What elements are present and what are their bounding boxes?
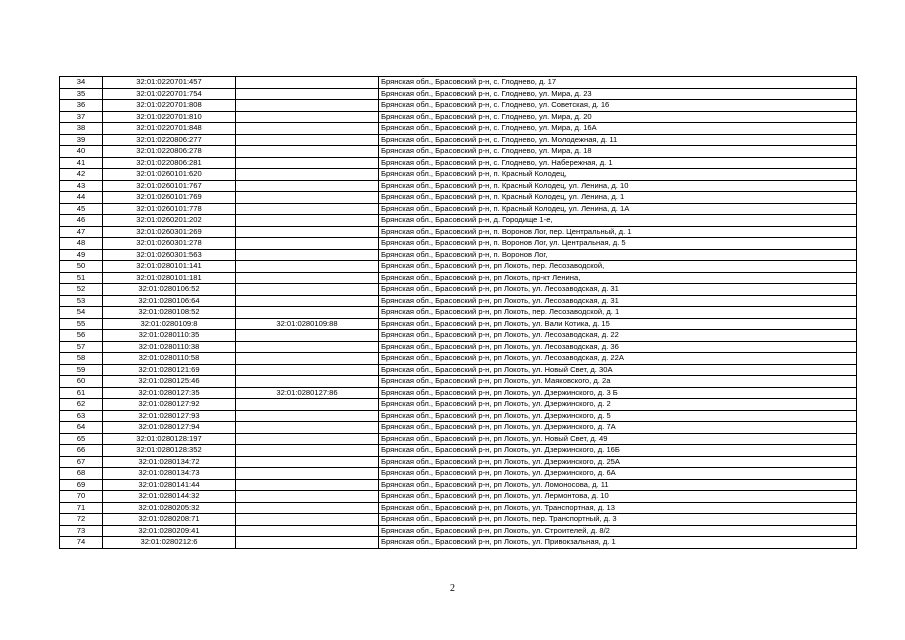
address-cell: Брянская обл., Брасовский р-н, п. Красный Колодец, (379, 169, 857, 181)
table-row (60, 433, 857, 445)
address-cell: Брянская обл., Брасовский р-н, п. Красный Колодец, ул. Ленина, д. 1 (379, 192, 857, 204)
table-row (60, 226, 857, 238)
row-number-cell: 41 (60, 157, 103, 169)
related-cadastral-number-cell (236, 468, 379, 480)
table-row (60, 537, 857, 549)
row-number-cell: 53 (60, 295, 103, 307)
related-cadastral-number-cell (236, 180, 379, 192)
address-cell: Брянская обл., Брасовский р-н, с. Глоднево, ул. Набережная, д. 1 (379, 157, 857, 169)
address-cell: Брянская обл., Брасовский р-н, рп Локоть, ул. Дзержинского, д. 3 Б (379, 387, 857, 399)
cadastral-number-cell: 32:01:0260101:620 (103, 169, 236, 181)
related-cadastral-number-cell (236, 479, 379, 491)
cadastral-number-cell: 32:01:0260301:563 (103, 249, 236, 261)
table-row (60, 157, 857, 169)
row-number-cell: 64 (60, 422, 103, 434)
cadastral-number-cell: 32:01:0280121:69 (103, 364, 236, 376)
address-cell: Брянская обл., Брасовский р-н, рп Локоть, ул. Транспортная, д. 13 (379, 502, 857, 514)
row-number-cell: 49 (60, 249, 103, 261)
related-cadastral-number-cell (236, 445, 379, 457)
row-number-cell: 45 (60, 203, 103, 215)
row-number-cell: 68 (60, 468, 103, 480)
cadastral-number-cell: 32:01:0280106:64 (103, 295, 236, 307)
row-number-cell: 58 (60, 353, 103, 365)
row-number-cell: 47 (60, 226, 103, 238)
table-row (60, 123, 857, 135)
related-cadastral-number-cell (236, 295, 379, 307)
table-row (60, 100, 857, 112)
registry-table (59, 76, 857, 549)
row-number-cell: 74 (60, 537, 103, 549)
table-row (60, 410, 857, 422)
table-row (60, 261, 857, 273)
table-row (60, 445, 857, 457)
related-cadastral-number-cell (236, 514, 379, 526)
cadastral-number-cell: 32:01:0280106:52 (103, 284, 236, 296)
related-cadastral-number-cell (236, 169, 379, 181)
registry-table-body (60, 77, 857, 549)
row-number-cell: 70 (60, 491, 103, 503)
table-row (60, 525, 857, 537)
address-cell: Брянская обл., Брасовский р-н, рп Локоть, ул. Новый Свет, д. 49 (379, 433, 857, 445)
cadastral-number-cell: 32:01:0280101:181 (103, 272, 236, 284)
row-number-cell: 43 (60, 180, 103, 192)
address-cell: Брянская обл., Брасовский р-н, рп Локоть, ул. Лесозаводская, д. 22А (379, 353, 857, 365)
related-cadastral-number-cell (236, 433, 379, 445)
table-row (60, 284, 857, 296)
related-cadastral-number-cell (236, 226, 379, 238)
table-row (60, 77, 857, 89)
cadastral-number-cell: 32:01:0220701:848 (103, 123, 236, 135)
cadastral-number-cell: 32:01:0260101:778 (103, 203, 236, 215)
cadastral-number-cell: 32:01:0280101:141 (103, 261, 236, 273)
row-number-cell: 36 (60, 100, 103, 112)
row-number-cell: 37 (60, 111, 103, 123)
table-row (60, 295, 857, 307)
related-cadastral-number-cell (236, 525, 379, 537)
address-cell: Брянская обл., Брасовский р-н, рп Локоть, ул. Дзержинского, д. 6А (379, 468, 857, 480)
cadastral-number-cell: 32:01:0280127:35 (103, 387, 236, 399)
cadastral-number-cell: 32:01:0260101:767 (103, 180, 236, 192)
related-cadastral-number-cell (236, 376, 379, 388)
cadastral-number-cell: 32:01:0260101:769 (103, 192, 236, 204)
row-number-cell: 71 (60, 502, 103, 514)
row-number-cell: 66 (60, 445, 103, 457)
table-row (60, 364, 857, 376)
cadastral-number-cell: 32:01:0280141:44 (103, 479, 236, 491)
row-number-cell: 69 (60, 479, 103, 491)
related-cadastral-number-cell: 32:01:0280109:88 (236, 318, 379, 330)
related-cadastral-number-cell (236, 261, 379, 273)
row-number-cell: 61 (60, 387, 103, 399)
address-cell: Брянская обл., Брасовский р-н, рп Локоть, пр-кт Ленина, (379, 272, 857, 284)
address-cell: Брянская обл., Брасовский р-н, рп Локоть, ул. Дзержинского, д. 2 (379, 399, 857, 411)
related-cadastral-number-cell (236, 272, 379, 284)
row-number-cell: 38 (60, 123, 103, 135)
row-number-cell: 44 (60, 192, 103, 204)
address-cell: Брянская обл., Брасовский р-н, рп Локоть, ул. Привокзальная, д. 1 (379, 537, 857, 549)
table-row (60, 169, 857, 181)
cadastral-number-cell: 32:01:0260201:202 (103, 215, 236, 227)
related-cadastral-number-cell (236, 307, 379, 319)
cadastral-number-cell: 32:01:0280110:58 (103, 353, 236, 365)
address-cell: Брянская обл., Брасовский р-н, п. Воронов Лог, (379, 249, 857, 261)
address-cell: Брянская обл., Брасовский р-н, п. Красный Колодец, ул. Ленина, д. 1А (379, 203, 857, 215)
address-cell: Брянская обл., Брасовский р-н, с. Глоднево, ул. Молодежная, д. 11 (379, 134, 857, 146)
cadastral-number-cell: 32:01:0280128:197 (103, 433, 236, 445)
related-cadastral-number-cell (236, 399, 379, 411)
table-row (60, 88, 857, 100)
table-row (60, 134, 857, 146)
related-cadastral-number-cell (236, 353, 379, 365)
row-number-cell: 56 (60, 330, 103, 342)
cadastral-number-cell: 32:01:0260301:269 (103, 226, 236, 238)
related-cadastral-number-cell (236, 284, 379, 296)
table-row (60, 341, 857, 353)
related-cadastral-number-cell (236, 203, 379, 215)
address-cell: Брянская обл., Брасовский р-н, рп Локоть, ул. Строителей, д. 8/2 (379, 525, 857, 537)
row-number-cell: 40 (60, 146, 103, 158)
cadastral-number-cell: 32:01:0280134:73 (103, 468, 236, 480)
table-row (60, 180, 857, 192)
related-cadastral-number-cell (236, 146, 379, 158)
cadastral-number-cell: 32:01:0280127:93 (103, 410, 236, 422)
address-cell: Брянская обл., Брасовский р-н, с. Глоднево, ул. Мира, д. 23 (379, 88, 857, 100)
address-cell: Брянская обл., Брасовский р-н, с. Глоднево, ул. Мира, д. 18 (379, 146, 857, 158)
table-row (60, 307, 857, 319)
address-cell: Брянская обл., Брасовский р-н, рп Локоть, ул. Лермонтова, д. 10 (379, 491, 857, 503)
cadastral-number-cell: 32:01:0220701:754 (103, 88, 236, 100)
table-row (60, 491, 857, 503)
related-cadastral-number-cell (236, 364, 379, 376)
address-cell: Брянская обл., Брасовский р-н, рп Локоть, ул. Дзержинского, д. 5 (379, 410, 857, 422)
address-cell: Брянская обл., Брасовский р-н, с. Глоднево, ул. Мира, д. 20 (379, 111, 857, 123)
related-cadastral-number-cell (236, 134, 379, 146)
cadastral-number-cell: 32:01:0280109:8 (103, 318, 236, 330)
row-number-cell: 42 (60, 169, 103, 181)
cadastral-number-cell: 32:01:0220806:281 (103, 157, 236, 169)
related-cadastral-number-cell (236, 192, 379, 204)
table-row (60, 111, 857, 123)
cadastral-number-cell: 32:01:0280208:71 (103, 514, 236, 526)
table-row (60, 479, 857, 491)
row-number-cell: 67 (60, 456, 103, 468)
cadastral-number-cell: 32:01:0280110:35 (103, 330, 236, 342)
related-cadastral-number-cell (236, 111, 379, 123)
row-number-cell: 60 (60, 376, 103, 388)
related-cadastral-number-cell (236, 422, 379, 434)
address-cell: Брянская обл., Брасовский р-н, с. Глоднево, ул. Советская, д. 16 (379, 100, 857, 112)
table-row (60, 215, 857, 227)
address-cell: Брянская обл., Брасовский р-н, с. Глоднево, д. 17 (379, 77, 857, 89)
row-number-cell: 72 (60, 514, 103, 526)
table-row (60, 249, 857, 261)
table-row (60, 387, 857, 399)
cadastral-number-cell: 32:01:0280128:352 (103, 445, 236, 457)
table-row (60, 318, 857, 330)
table-row (60, 146, 857, 158)
related-cadastral-number-cell (236, 491, 379, 503)
cadastral-number-cell: 32:01:0220701:808 (103, 100, 236, 112)
address-cell: Брянская обл., Брасовский р-н, д. Городище 1-е, (379, 215, 857, 227)
cadastral-number-cell: 32:01:0280212:6 (103, 537, 236, 549)
related-cadastral-number-cell: 32:01:0280127:86 (236, 387, 379, 399)
table-row (60, 456, 857, 468)
address-cell: Брянская обл., Брасовский р-н, рп Локоть, ул. Вали Котика, д. 15 (379, 318, 857, 330)
cadastral-number-cell: 32:01:0220806:277 (103, 134, 236, 146)
row-number-cell: 35 (60, 88, 103, 100)
address-cell: Брянская обл., Брасовский р-н, рп Локоть, ул. Ломоносова, д. 11 (379, 479, 857, 491)
table-row (60, 330, 857, 342)
related-cadastral-number-cell (236, 215, 379, 227)
table-row (60, 502, 857, 514)
row-number-cell: 73 (60, 525, 103, 537)
row-number-cell: 54 (60, 307, 103, 319)
address-cell: Брянская обл., Брасовский р-н, п. Красный Колодец, ул. Ленина, д. 10 (379, 180, 857, 192)
related-cadastral-number-cell (236, 502, 379, 514)
cadastral-number-cell: 32:01:0280205:32 (103, 502, 236, 514)
cadastral-number-cell: 32:01:0280134:72 (103, 456, 236, 468)
address-cell: Брянская обл., Брасовский р-н, рп Локоть, пер. Транспортный, д. 3 (379, 514, 857, 526)
related-cadastral-number-cell (236, 249, 379, 261)
address-cell: Брянская обл., Брасовский р-н, п. Воронов Лог, ул. Центральная, д. 5 (379, 238, 857, 250)
table-row (60, 203, 857, 215)
row-number-cell: 48 (60, 238, 103, 250)
address-cell: Брянская обл., Брасовский р-н, рп Локоть, ул. Лесозаводская, д. 31 (379, 284, 857, 296)
cadastral-number-cell: 32:01:0280110:38 (103, 341, 236, 353)
related-cadastral-number-cell (236, 88, 379, 100)
cadastral-number-cell: 32:01:0280209:41 (103, 525, 236, 537)
row-number-cell: 65 (60, 433, 103, 445)
table-row (60, 192, 857, 204)
table-row (60, 272, 857, 284)
table-row (60, 376, 857, 388)
row-number-cell: 52 (60, 284, 103, 296)
address-cell: Брянская обл., Брасовский р-н, рп Локоть, ул. Маяковского, д. 2а (379, 376, 857, 388)
related-cadastral-number-cell (236, 537, 379, 549)
table-row (60, 353, 857, 365)
cadastral-number-cell: 32:01:0220701:457 (103, 77, 236, 89)
related-cadastral-number-cell (236, 100, 379, 112)
cadastral-number-cell: 32:01:0280144:32 (103, 491, 236, 503)
address-cell: Брянская обл., Брасовский р-н, п. Воронов Лог, пер. Центральный, д. 1 (379, 226, 857, 238)
table-row (60, 514, 857, 526)
row-number-cell: 46 (60, 215, 103, 227)
cadastral-number-cell: 32:01:0280127:94 (103, 422, 236, 434)
cadastral-number-cell: 32:01:0260301:278 (103, 238, 236, 250)
address-cell: Брянская обл., Брасовский р-н, рп Локоть, ул. Новый Свет, д. 30А (379, 364, 857, 376)
address-cell: Брянская обл., Брасовский р-н, рп Локоть, ул. Лесозаводская, д. 36 (379, 341, 857, 353)
row-number-cell: 39 (60, 134, 103, 146)
related-cadastral-number-cell (236, 341, 379, 353)
row-number-cell: 59 (60, 364, 103, 376)
related-cadastral-number-cell (236, 157, 379, 169)
address-cell: Брянская обл., Брасовский р-н, рп Локоть, ул. Лесозаводская, д. 31 (379, 295, 857, 307)
table-row (60, 399, 857, 411)
row-number-cell: 57 (60, 341, 103, 353)
address-cell: Брянская обл., Брасовский р-н, рп Локоть, пер. Лесозаводской, д. 1 (379, 307, 857, 319)
row-number-cell: 50 (60, 261, 103, 273)
table-row (60, 238, 857, 250)
row-number-cell: 62 (60, 399, 103, 411)
row-number-cell: 34 (60, 77, 103, 89)
address-cell: Брянская обл., Брасовский р-н, рп Локоть, ул. Дзержинского, д. 7А (379, 422, 857, 434)
cadastral-number-cell: 32:01:0280125:46 (103, 376, 236, 388)
related-cadastral-number-cell (236, 123, 379, 135)
table-row (60, 422, 857, 434)
row-number-cell: 55 (60, 318, 103, 330)
row-number-cell: 63 (60, 410, 103, 422)
related-cadastral-number-cell (236, 238, 379, 250)
address-cell: Брянская обл., Брасовский р-н, рп Локоть, ул. Лесозаводская, д. 22 (379, 330, 857, 342)
related-cadastral-number-cell (236, 410, 379, 422)
related-cadastral-number-cell (236, 330, 379, 342)
page-number: 2 (450, 583, 455, 594)
cadastral-number-cell: 32:01:0280108:52 (103, 307, 236, 319)
related-cadastral-number-cell (236, 77, 379, 89)
cadastral-number-cell: 32:01:0220806:278 (103, 146, 236, 158)
address-cell: Брянская обл., Брасовский р-н, с. Глоднево, ул. Мира, д. 16А (379, 123, 857, 135)
table-row (60, 468, 857, 480)
address-cell: Брянская обл., Брасовский р-н, рп Локоть, пер. Лесозаводской, (379, 261, 857, 273)
cadastral-number-cell: 32:01:0280127:92 (103, 399, 236, 411)
address-cell: Брянская обл., Брасовский р-н, рп Локоть, ул. Дзержинского, д. 25А (379, 456, 857, 468)
cadastral-number-cell: 32:01:0220701:810 (103, 111, 236, 123)
address-cell: Брянская обл., Брасовский р-н, рп Локоть, ул. Дзержинского, д. 16Б (379, 445, 857, 457)
row-number-cell: 51 (60, 272, 103, 284)
related-cadastral-number-cell (236, 456, 379, 468)
